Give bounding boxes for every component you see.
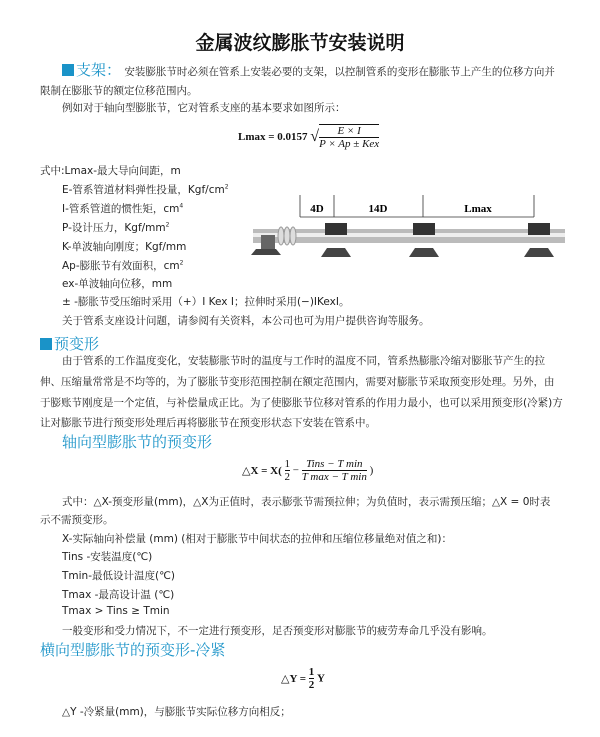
support-note: 关于管系支座设计问题，请参阅有关资料，本公司也可为用户提供咨询等服务。	[62, 315, 430, 327]
predeform-para-line: 于膨账节刚度是一个定值，与补偿量成正比。为了使膨胀节位移对管系的作用力最小，也可以采用预变形(冷紧)方	[40, 397, 563, 409]
dim-label-14d: 14D	[368, 203, 388, 215]
dim-label-lmax: Lmax	[464, 203, 492, 215]
def-ex: ex-单波轴向位移，mm	[62, 278, 173, 290]
page-title: 金属波纹膨胀节安装说明	[195, 32, 405, 54]
support-line2: 限制在膨胀节的额定位移范围内。	[40, 85, 198, 97]
predeform-para-line: 伸、压缩量常常是不均等的，为了膨胀节变形范围控制在额定范围内，需要对膨胀节采取预变形处理。另外，由	[40, 376, 555, 388]
support-section-line1: 支架： 安装膨胀节时必须在管系上安装必要的支架，以控制管系的变形在膨胀节上产生的位移方向并	[62, 59, 555, 80]
def-p: P-设计压力，Kgf/$mm^2$	[62, 221, 170, 234]
lateral-formula: △Y = $\frac{1}{2}$ Y	[281, 666, 325, 691]
predeform-para-line: 由于管系的工作温度变化，安装膨胀节时的温度与工作时的温度不同，管系热膨胀冷缩对膨胀节产生的拉	[62, 355, 545, 367]
def-lmax: 式中:Lmax-最大导向间距，m	[40, 165, 181, 177]
axial-line: X-实际轴向补偿量 (mm) (相对于膨胀节中间状态的拉伸和压缩位移量绝对值之和)：	[62, 533, 452, 545]
def-pm: ± -膨胀节受压缩时采用（+）I Kex I；拉伸时采用(−)IKexI。	[62, 296, 350, 308]
support-line3: 例如对于轴向型膨胀节，它对管系支座的基本要求如图所示：	[62, 102, 346, 114]
axial-line: 一般变形和受力情况下，不一定进行预变形，足否预变形对膨胀节的疲劳寿命几乎没有影响。	[62, 625, 493, 637]
axial-line: Tmax > Tins ≥ Tmin	[62, 605, 170, 617]
square-bullet-icon	[62, 64, 74, 76]
def-i: I-管系管道的惯性矩，$cm^4$	[62, 202, 184, 215]
def-k: K-单波轴向刚度；Kgf/mm	[62, 241, 187, 253]
lmax-formula: Lmax = 0.0157 √ $\frac{E \times I}{\text{P × Ap ± Kex}}$	[238, 125, 380, 150]
square-bullet-icon	[40, 338, 52, 350]
support-heading: 支架：	[62, 61, 121, 79]
def-e: E-管系管道材料弹性投量，Kgf/$cm^2$	[62, 183, 229, 196]
axial-line: 式中：△X-预变形量(mm)，△X为正值时，表示膨张节需预拉伸；为负值时，表示需预压缩；△X = 0时表	[62, 496, 551, 508]
lateral-heading: 横向型膨胀节的预变形-冷紧	[40, 641, 226, 659]
def-ap: Ap-膨胀节有效面积，$cm^2$	[62, 259, 184, 272]
axial-line: Tins -安装温度(℃)	[62, 551, 153, 563]
predeform-heading: 预变形	[40, 333, 99, 354]
axial-line: Tmin-最低设计温度(℃)	[62, 570, 175, 582]
axial-line: Tmax -最高设计温 (℃)	[62, 589, 175, 601]
axial-line: 示不需预变形。	[40, 514, 114, 526]
predeform-para-line: 让对膨胀节进行预变形处理后再将膨胀节在预变形状态下安装在管系中。	[40, 417, 376, 429]
dim-label-4d: 4D	[310, 203, 324, 215]
axial-formula: △X = X( $\frac{1}{2}$ − $\frac{\text{Tins − T min}}{\text{T max − T min}}$ )	[242, 458, 374, 483]
lateral-line: △Y -冷紧量(mm)，与膨胀节实际位移方向相反；	[62, 706, 291, 718]
pipe-support-diagram	[245, 195, 570, 275]
axial-heading: 轴向型膨胀节的预变形	[62, 433, 213, 451]
